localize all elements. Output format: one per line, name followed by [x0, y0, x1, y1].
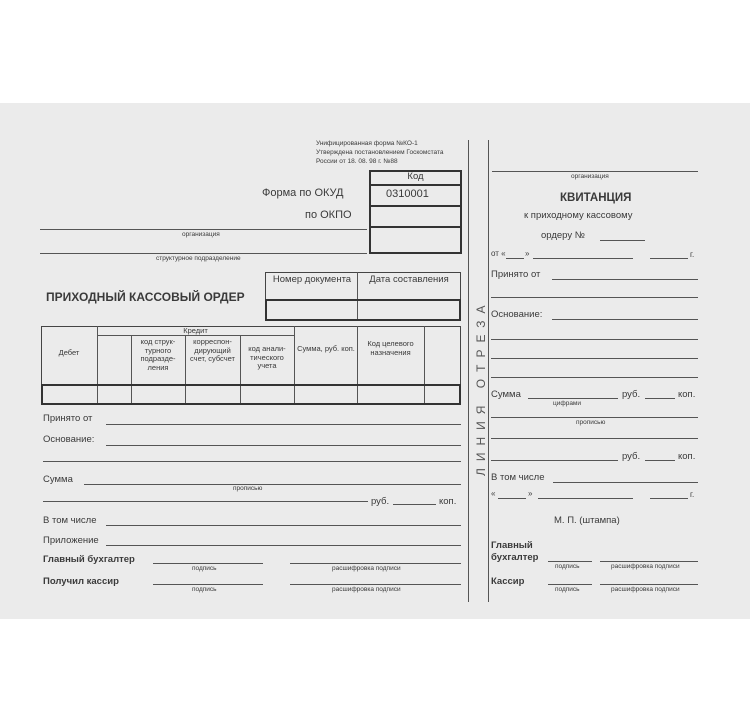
debit-header: Дебет — [58, 348, 80, 357]
structural-code-header: код струк-турного подразде-ления — [140, 337, 176, 372]
receipt-chief-label-1: Главный — [491, 540, 533, 551]
sum-words-line[interactable] — [43, 501, 368, 502]
code-divider-1 — [369, 184, 462, 186]
kod-header: Код — [407, 171, 424, 182]
receipt-organization-caption: организация — [571, 173, 609, 180]
receipt-date-open: от « — [491, 249, 506, 258]
code-block — [369, 170, 462, 254]
receipt-order-no-label: ордеру № — [541, 230, 585, 241]
cashier-signature-line[interactable] — [153, 584, 263, 585]
okud-value: 0310001 — [386, 188, 429, 200]
receipt-received-from-line[interactable] — [552, 279, 698, 280]
cashier-decoding-line[interactable] — [290, 584, 461, 585]
receipt-including-line[interactable] — [553, 482, 698, 483]
analytic-code-header: код анали-тического учета — [248, 344, 286, 371]
receipt-kop-label-2: коп. — [678, 451, 696, 462]
code-divider-3 — [369, 226, 462, 228]
receipt-sum-words-line-3[interactable] — [491, 460, 618, 461]
kop-line[interactable] — [393, 504, 436, 505]
receipt-sum-words-line-2[interactable] — [491, 438, 698, 439]
attachment-line[interactable] — [106, 545, 461, 546]
cut-line-label: ЛИНИЯ ОТРЕЗА — [474, 298, 488, 476]
receipt-day2-line[interactable] — [498, 498, 526, 499]
okud-label: Форма по ОКУД — [262, 187, 344, 199]
receipt-in-words-caption: прописью — [576, 419, 606, 426]
receipt-kop-label: коп. — [678, 389, 696, 400]
receipt-chief-label-2: бухгалтер — [491, 552, 539, 563]
receipt-cashier-label: Кассир — [491, 576, 525, 587]
including-line[interactable] — [106, 525, 461, 526]
receipt-received-from-label: Принято от — [491, 269, 541, 280]
approved-line-1: Утверждена постановлением Госкомстата — [316, 149, 444, 156]
basis-line-2[interactable] — [43, 461, 461, 462]
attachment-label: Приложение — [43, 535, 99, 546]
receipt-basis-line-4[interactable] — [491, 377, 698, 378]
subdivision-caption: структурное подразделение — [156, 255, 241, 262]
kop-label: коп. — [439, 496, 457, 507]
receipt-month2-line[interactable] — [538, 498, 633, 499]
receipt-date2-open: « — [491, 489, 496, 498]
chief-decoding-line[interactable] — [290, 563, 461, 564]
receipt-organization-line[interactable] — [492, 171, 698, 172]
receipt-chief-signature-caption: подпись — [555, 563, 580, 570]
receipt-title: КВИТАНЦИЯ — [560, 192, 632, 204]
chief-signature-line[interactable] — [153, 563, 263, 564]
receipt-order-no-line[interactable] — [600, 240, 645, 241]
received-from-line[interactable] — [106, 424, 461, 425]
receipt-stamp-label: М. П. (штампа) — [554, 515, 620, 526]
receipt-subtitle: к приходному кассовому — [524, 210, 633, 221]
receipt-sum-figures-line[interactable] — [528, 398, 618, 399]
sum-header: Сумма, руб. коп. — [297, 344, 355, 353]
received-from-label: Принято от — [43, 413, 93, 424]
organization-caption: организация — [182, 231, 220, 238]
receipt-basis-label: Основание: — [491, 309, 543, 320]
receipt-date2-close: » — [528, 489, 533, 498]
receipt-basis-line-1[interactable] — [552, 319, 698, 320]
account-header: корреспон-дирующий счет, субсчет — [190, 337, 235, 364]
organization-line — [40, 229, 367, 230]
cashier-received-label: Получил кассир — [43, 576, 119, 587]
okpo-label: по ОКПО — [305, 209, 352, 221]
receipt-day-line[interactable] — [506, 258, 524, 259]
doc-number-header: Номер документа — [272, 274, 352, 285]
receipt-basis-line-2[interactable] — [491, 339, 698, 340]
approved-line-2: России от 18. 08. 98 г. №88 — [316, 158, 398, 165]
receipt-year2-line[interactable] — [650, 498, 688, 499]
date-compiled-header: Дата составления — [369, 274, 449, 285]
basis-label: Основание: — [43, 434, 95, 445]
receipt-including-label: В том числе — [491, 472, 545, 483]
basis-line-1[interactable] — [106, 445, 461, 446]
credit-header: Кредит — [183, 326, 208, 335]
purpose-code-header: Код целевого назначения — [367, 339, 414, 357]
receipt-cashier-decoding-caption: расшифровка подписи — [611, 586, 680, 593]
receipt-sum-label: Сумма — [491, 389, 521, 400]
receipt-rub-label-2: руб. — [622, 451, 641, 462]
receipt-year2-label: г. — [690, 490, 695, 499]
receipt-cashier-signature-line[interactable] — [548, 584, 592, 585]
receipt-chief-decoding-caption: расшифровка подписи — [611, 563, 680, 570]
chief-decoding-caption: расшифровка подписи — [332, 565, 401, 572]
sum-label: Сумма — [43, 474, 73, 485]
receipt-kop-line[interactable] — [645, 398, 675, 399]
sum-line[interactable] — [84, 484, 461, 485]
receipt-year-line[interactable] — [650, 258, 688, 259]
order-title: ПРИХОДНЫЙ КАССОВЫЙ ОРДЕР — [46, 290, 245, 304]
cashier-decoding-caption: расшифровка подписи — [332, 586, 401, 593]
receipt-chief-signature-line[interactable] — [548, 561, 592, 562]
receipt-year-label: г. — [690, 250, 695, 259]
receipt-month-line[interactable] — [533, 258, 633, 259]
table-value-row — [41, 384, 461, 405]
receipt-basis-line-3[interactable] — [491, 358, 698, 359]
rub-label: руб. — [371, 496, 390, 507]
receipt-sum-words-line[interactable] — [491, 417, 698, 418]
including-label: В том числе — [43, 515, 97, 526]
receipt-chief-decoding-line[interactable] — [600, 561, 698, 562]
receipt-cashier-signature-caption: подпись — [555, 586, 580, 593]
unified-form-label: Унифицированная форма №КО-1 — [316, 140, 418, 147]
cut-line-left — [468, 140, 469, 602]
cashier-signature-caption: подпись — [192, 586, 217, 593]
receipt-cashier-decoding-line[interactable] — [600, 584, 698, 585]
receipt-received-line-2[interactable] — [491, 297, 698, 298]
receipt-in-figures-caption: цифрами — [553, 400, 582, 407]
receipt-kop-line-2[interactable] — [645, 460, 675, 461]
docnum-value-row — [265, 299, 461, 321]
subdivision-line — [40, 253, 367, 254]
receipt-rub-label: руб. — [622, 389, 641, 400]
chief-accountant-label: Главный бухгалтер — [43, 554, 135, 565]
receipt-date-close: » — [525, 249, 530, 258]
in-words-caption: прописью — [233, 485, 263, 492]
cut-line-right — [488, 140, 489, 602]
code-divider-2 — [369, 205, 462, 207]
chief-signature-caption: подпись — [192, 565, 217, 572]
